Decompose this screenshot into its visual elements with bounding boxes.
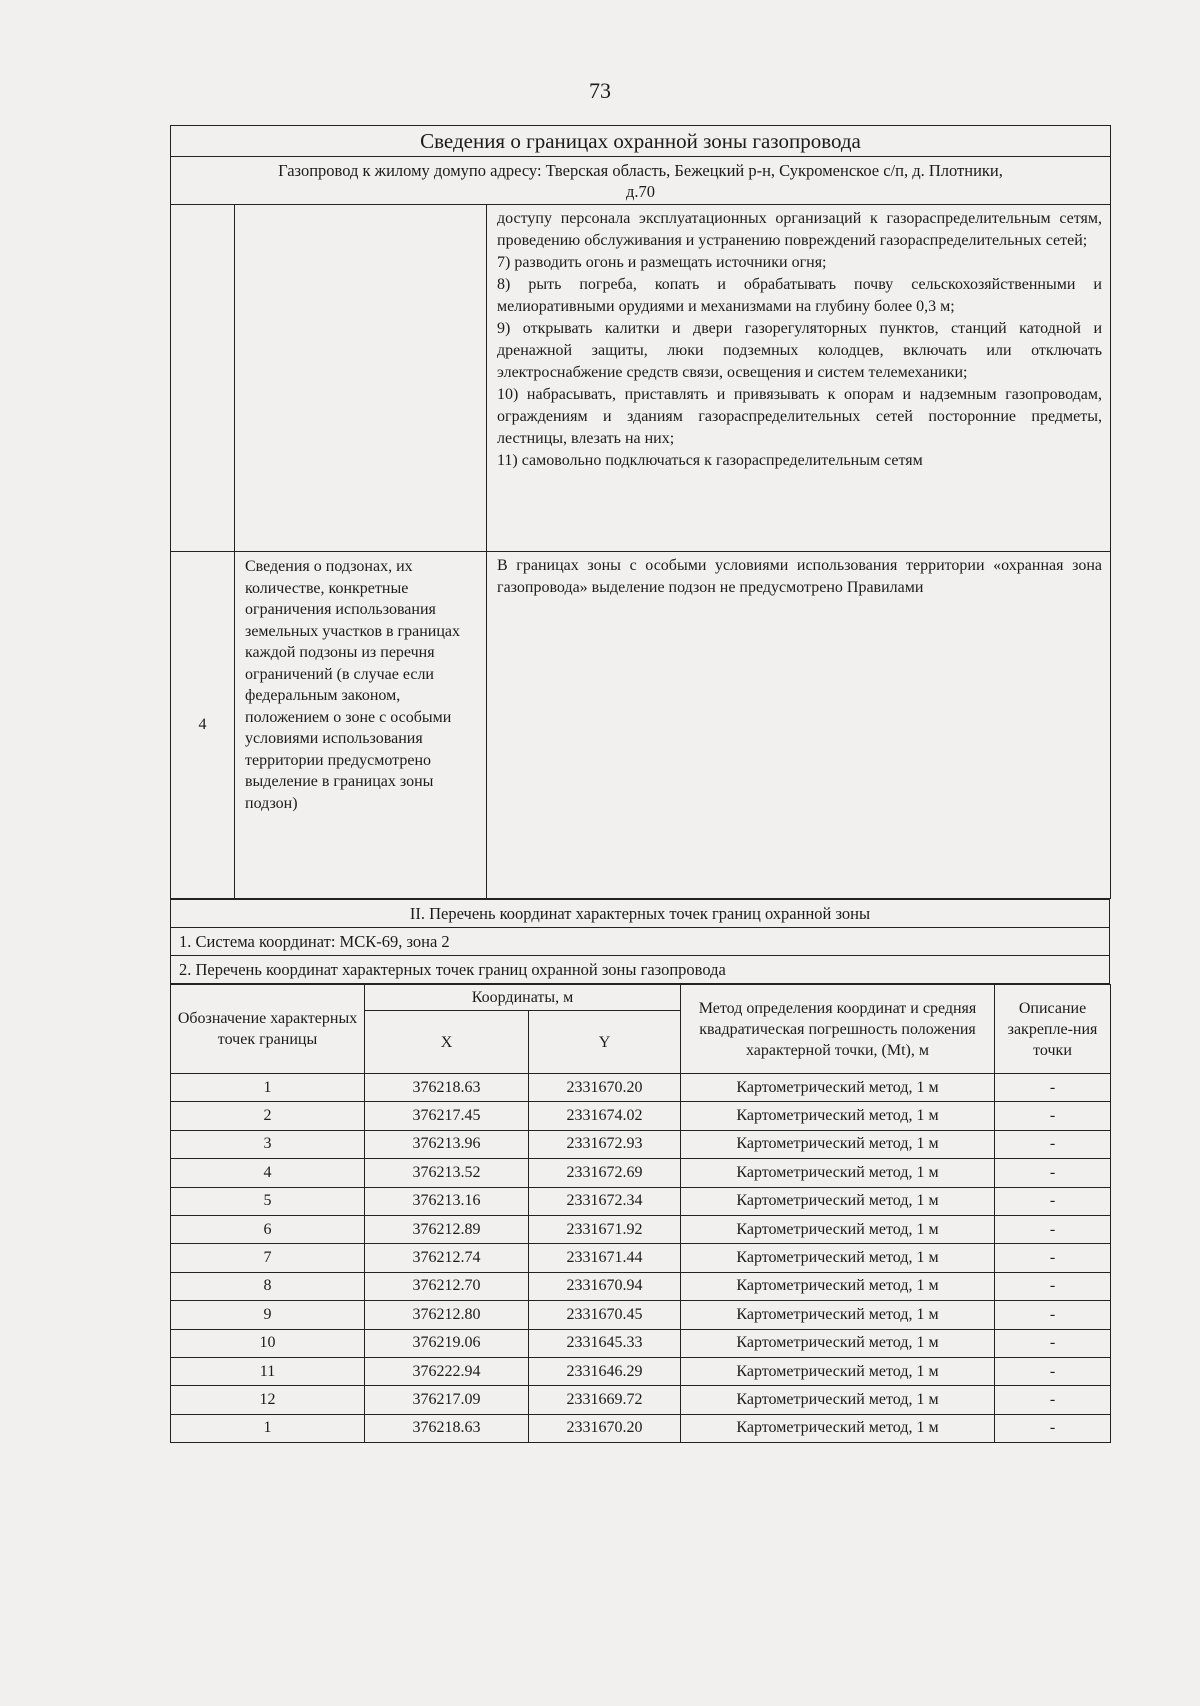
point-cell: 1 (171, 1074, 365, 1102)
section-title: II. Перечень координат характерных точек границ охранной зоны (171, 900, 1110, 928)
table-row (171, 1074, 1111, 1102)
point-cell: 12 (171, 1386, 365, 1414)
y-cell: 2331671.92 (529, 1215, 681, 1243)
x-cell: 376217.09 (365, 1386, 529, 1414)
y-cell: 2331672.93 (529, 1130, 681, 1158)
col-header-method: Метод определения координат и средняя квадратическая погрешность положения характерной точки, (Mt), м (681, 985, 995, 1074)
desc-cell: - (995, 1244, 1111, 1272)
method-cell: Картометрический метод, 1 м (681, 1215, 995, 1243)
object-line-2: д.70 (625, 182, 656, 201)
y-cell: 2331671.44 (529, 1244, 681, 1272)
prohibition-item: 8) рыть погреба, копать и обрабатывать почву сельскохозяйственными и мелиоративными орудиями и механизмами на глубину более 0,3 м; (497, 276, 1102, 315)
prohibition-item: 7) разводить огонь и размещать источники огня; (497, 254, 827, 271)
table-row (171, 1187, 1111, 1215)
point-cell: 11 (171, 1357, 365, 1385)
zone-info-table (170, 125, 1111, 899)
point-cell: 7 (171, 1244, 365, 1272)
y-cell: 2331672.69 (529, 1159, 681, 1187)
point-cell: 9 (171, 1301, 365, 1329)
coordinate-system: 1. Система координат: МСК-69, зона 2 (171, 928, 1110, 956)
desc-cell: - (995, 1187, 1111, 1215)
subzone-text: В границах зоны с особыми условиями использования территории «охранная зона газопровода» выделение подзон не предусмотрено Правилами (487, 552, 1111, 899)
table-row (171, 1102, 1111, 1130)
y-cell: 2331670.94 (529, 1272, 681, 1300)
table-row (171, 1357, 1111, 1385)
method-cell: Картометрический метод, 1 м (681, 1386, 995, 1414)
method-cell: Картометрический метод, 1 м (681, 1357, 995, 1385)
desc-cell: - (995, 1102, 1111, 1130)
method-cell: Картометрический метод, 1 м (681, 1414, 995, 1442)
x-cell: 376212.89 (365, 1215, 529, 1243)
subzone-label: Сведения о подзонах, их количестве, конкретные ограничения использования земельных участков в границах каждой подзоны из перечня ограничений (в случае если федеральным законом, положением о зоне с особыми условиями использования территории предусмотрено выделение в границах зоны подзон) (235, 552, 487, 899)
y-cell: 2331670.45 (529, 1301, 681, 1329)
y-cell: 2331645.33 (529, 1329, 681, 1357)
x-cell: 376218.63 (365, 1074, 529, 1102)
point-cell: 2 (171, 1102, 365, 1130)
point-cell: 5 (171, 1187, 365, 1215)
page-number: 73 (589, 78, 611, 103)
document-sheet (170, 125, 1110, 1443)
col-header-point: Обозначение характерных точек границы (171, 985, 365, 1074)
desc-cell: - (995, 1329, 1111, 1357)
method-cell: Картометрический метод, 1 м (681, 1244, 995, 1272)
point-cell: 3 (171, 1130, 365, 1158)
desc-cell: - (995, 1414, 1111, 1442)
desc-cell: - (995, 1159, 1111, 1187)
desc-cell: - (995, 1130, 1111, 1158)
method-cell: Картометрический метод, 1 м (681, 1159, 995, 1187)
y-cell: 2331674.02 (529, 1102, 681, 1130)
x-cell: 376218.63 (365, 1414, 529, 1442)
row-num-empty (171, 205, 235, 552)
row-name-empty (235, 205, 487, 552)
desc-cell: - (995, 1272, 1111, 1300)
object-description (171, 157, 1111, 205)
point-cell: 6 (171, 1215, 365, 1243)
method-cell: Картометрический метод, 1 м (681, 1301, 995, 1329)
table-row (171, 1386, 1111, 1414)
y-cell: 2331672.34 (529, 1187, 681, 1215)
coordinate-list-title: 2. Перечень координат характерных точек границ охранной зоны газопровода (171, 956, 1110, 984)
coordinates-section (170, 899, 1110, 984)
prohibition-item: доступу персонала эксплуатационных организаций к газораспределительным сетям, проведению обслуживания и устранению повреждений газораспределительных сетей; (497, 210, 1102, 249)
method-cell: Картометрический метод, 1 м (681, 1074, 995, 1102)
x-cell: 376213.16 (365, 1187, 529, 1215)
prohibition-item: 9) открывать калитки и двери газорегуляторных пунктов, станций катодной и дренажной защиты, люки подземных колодцев, включать или отключать электроснабжение средств связи, освещения и систем телемеханики; (497, 320, 1102, 381)
method-cell: Картометрический метод, 1 м (681, 1130, 995, 1158)
coordinates-table (170, 984, 1111, 1443)
x-cell: 376212.80 (365, 1301, 529, 1329)
col-header-coords: Координаты, м (365, 985, 681, 1011)
table-title: Сведения о границах охранной зоны газопровода (171, 126, 1111, 157)
prohibition-item: 11) самовольно подключаться к газораспределительным сетям (497, 452, 923, 469)
point-cell: 8 (171, 1272, 365, 1300)
point-cell: 10 (171, 1329, 365, 1357)
object-line-1: Газопровод к жилому домупо адресу: Тверская область, Бежецкий р-н, Сукроменское с/п, д. Плотники, (278, 161, 1003, 180)
point-cell: 4 (171, 1159, 365, 1187)
table-row (171, 1215, 1111, 1243)
method-cell: Картометрический метод, 1 м (681, 1102, 995, 1130)
x-cell: 376213.96 (365, 1130, 529, 1158)
x-cell: 376219.06 (365, 1329, 529, 1357)
desc-cell: - (995, 1301, 1111, 1329)
prohibition-item: 10) набрасывать, приставлять и привязывать к опорам и надземным газопроводам, ограждениям и зданиям газораспределительных сетей посторонние предметы, лестницы, влезать на них; (497, 386, 1102, 447)
table-row (171, 1159, 1111, 1187)
col-header-x: X (365, 1011, 529, 1074)
table-row (171, 1329, 1111, 1357)
prohibitions-cell (487, 205, 1111, 552)
y-cell: 2331646.29 (529, 1357, 681, 1385)
y-cell: 2331670.20 (529, 1074, 681, 1102)
x-cell: 376212.70 (365, 1272, 529, 1300)
y-cell: 2331669.72 (529, 1386, 681, 1414)
x-cell: 376217.45 (365, 1102, 529, 1130)
method-cell: Картометрический метод, 1 м (681, 1272, 995, 1300)
method-cell: Картометрический метод, 1 м (681, 1329, 995, 1357)
x-cell: 376212.74 (365, 1244, 529, 1272)
table-row (171, 1301, 1111, 1329)
table-row (171, 1272, 1111, 1300)
x-cell: 376213.52 (365, 1159, 529, 1187)
x-cell: 376222.94 (365, 1357, 529, 1385)
method-cell: Картометрический метод, 1 м (681, 1187, 995, 1215)
col-header-y: Y (529, 1011, 681, 1074)
desc-cell: - (995, 1215, 1111, 1243)
desc-cell: - (995, 1357, 1111, 1385)
y-cell: 2331670.20 (529, 1414, 681, 1442)
row-number: 4 (171, 552, 235, 899)
col-header-desc: Описание закрепле-ния точки (995, 985, 1111, 1074)
table-row (171, 1414, 1111, 1442)
point-cell: 1 (171, 1414, 365, 1442)
desc-cell: - (995, 1386, 1111, 1414)
desc-cell: - (995, 1074, 1111, 1102)
table-row (171, 1130, 1111, 1158)
table-row (171, 1244, 1111, 1272)
